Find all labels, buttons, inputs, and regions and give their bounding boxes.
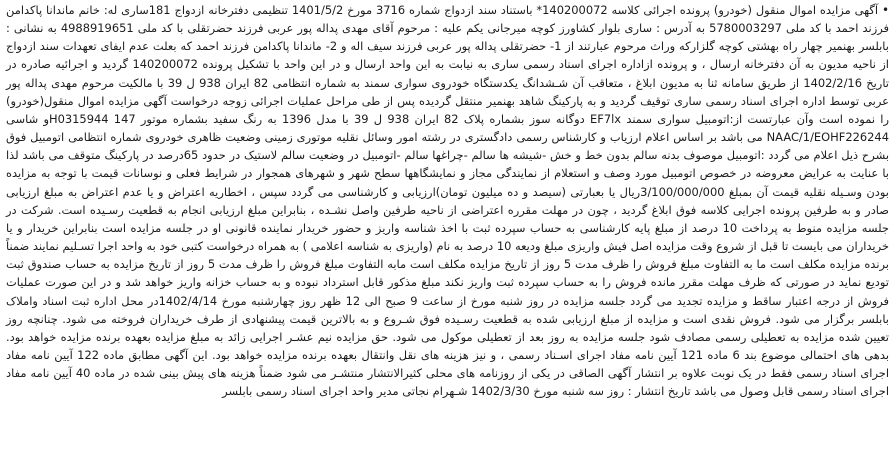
bullet-icon: • [881, 3, 890, 17]
notice-text: آگهی مزایده اموال منقول (خودرو) پرونده اجرائی کلاسه 140200072* باستناد سند ازدواج شماره 3716 مورخ 1401/5/2 تنظیمی دفترخانه ازدواج 181ساری له: خانم ماندانا پاکدامن فرزند احمد با کد ملی 5780003297 به آدرس : ساری بلوار کشاورز کوچه میرجانی یکم علیه : مرحوم آقای مهدی پداله پور عربی فرزند حضرتقلی با کد ملی 4988919651 به نشانی : بابلسر بهنمیر چهار راه بهشتی کوچه گلزارکه وراث مرحوم عبارتند از 1- حضرتقلی پداله پور عربی فرزند سیف اله و 2- ماندانا پاکدامن فرزند احمد که بعلت عدم ایفای تعهدات سند ازدواج از ناحیه مدیون به آن دفترخانه ارسال ، و پرونده ازاداره اجرای اسناد رسمی ساری به نیابت به این واحد ارسال و در این واحد با تشکیل پرونده 140200072 گردید و اجرائیه صادره در تاریخ 1402/2/16 از طریق سامانه ثنا به مدیون ابلاغ ، متعاقب آن شـشدانگ یکدستگاه خودروی سواری سمند به شماره انتظامی 82 ایران 938 ل 39 با مالکیت مرحوم مهدی پداله پور عربی توسط اداره اجرای اسناد رسمی ساری توقیف گردید و به پارکینگ شاهد بهنمیر منتقل گردیده پس از طی مراحل عملیات اجرائی زوجه درخواست آگهی مزایده اموال منقول(خودرو) را نموده است وآن عبارتست از:اتومبیل سواری سمند EF7lx دوگانه سوز بشماره پلاک 82 ایران 938 ل 39 با مدل 1396 به رنگ سفید بشماره موتور 147 H0315944و شاسی NAAC/1/EOHF226244 می باشد بر اساس اعلام ارزیاب و کارشناس رسمی دادگستری در رشته امور وسائل نقلیه موتوری زمینی وضعیت ظاهری خودروی شماره انتظامی اتومبیل فوق بشرح ذیل اعلام می گردد :اتومبیل موصوف بدنه سالم بدون خط و خش -شیشه ها سالم -چراغها سالم -اتومبیل در وضعیت سالم لاستیک در حدود 65درصد در پارکینگ متوقف می باشد لذا با عنایت به عرایض معروضه در خصوص اتومبیل مورد وصف و استعلام از نمایندگی مجاز و نمایشگاهها سطح شهر و شهرهای همجوار در شرایط فعلی و نوسانات قیمت با توجه به مزایده بودن وسـیله نقلیه قیمت آن بمبلغ 3/100/000/000ریال یا بعبارتی (سیصد و ده میلیون تومان)ارزیابی و کارشناسی می گردد سپس ، اخطاریه اعتراض و یا عدم اعتراض به مبلغ ارزیابی صادر و به طرفین پرونده اجرایی کلاسه فوق ابلاغ گردید ، چون در مهلت مقرره اعتراضی از ناحیه طرفین واصل نشـده ، بنابراین مبلغ ارزیابی انجام به قطعیت رسـیده است. شرکت در جلسه مزایده منوط به پرداخت 10 درصد از مبلغ پایه کارشناسی به حساب سپرده ثبت با اخذ شناسه واریز و حضور خریدار نماینده قانونی او در جلسه مزایده است بنابراین خریدار و یا خریداران می بایست تا قبل از شروع وقت مزایده اصل فیش واریزی مبلغ ودیعه 10 درصد به نام (واریزی به شناسه اعلامی ) به همراه درخواست کتبی خود به واحد اجرا تسـلیم نمایند ضمناً برنده مزایده مکلف است ما به التفاوت مبلغ فروش را ظرف مدت 5 روز از تاریخ مزایده مکلف است مابه التفاوت مبلغ فروش را ظرف مدت 5 روز از تاریخ مزایده به حساب صندوق ثبت تودیع نماید در صورتی که ظرف مهلت مقرر مانده فروش را به حساب سپرده ثبت واریز نکند مبلغ مذکور قابل استرداد نبوده و به حساب خزانه واریز خواهد شد و در این صورت عملیات فروش از درجه اعتبار ساقط و مزایده تجدید می گردد جلسه مزایده در روز شنبه مورخ از ساعت 9 صبح الی 12 ظهر روز چهارشنبه مورخ 1402/4/14در محل اداره ثبت اسناد واملاک بابلسر برگزار می شود. فروش نقدی است و مزایده از مبلغ ارزیابی شده به قطعیت رسـیده فوق شـروع و به بالاترین قیمت پیشنهادی از طرف خریداران فروخته می شود. چنانچه روز تعیین شده مزایده به تعطیلی رسمی مصادف شود جلسه مزایده به روز بعد از تعطیلی موکول می شود. حق مزایده نیم عشـر اجرایی زائد به مبلغ مزایده بعهده برنده مزایده خواهد بود. بدهی های احتمالی موضوع بند 6 ماده 121 آیین نامه مفاد اجرای اسـناد رسمی ، و نیز هزینه های نقل وانتقال بعهده برنده مزایده خواهد بود. این آگهی مطابق ماده 122 آیین نامه مفاد اجرای اسناد رسمی فقط در یک نوبت علاوه بر انتشار آگهی الصاقی در یکی از روزنامه های محلی کثیرالانتشار منتشـر می شود ضمناً هزینه های پیش بینی شده در ماده 40 آیین نامه مفاد اجرای اسناد رسمی قابل وصول می باشد تاریخ انتشار : روز سه شنبه مورخ 1402/3/30 شـهرام نجاتی مدیر واحد اجرای اسناد رسمی بابلسر [6, 3, 890, 399]
